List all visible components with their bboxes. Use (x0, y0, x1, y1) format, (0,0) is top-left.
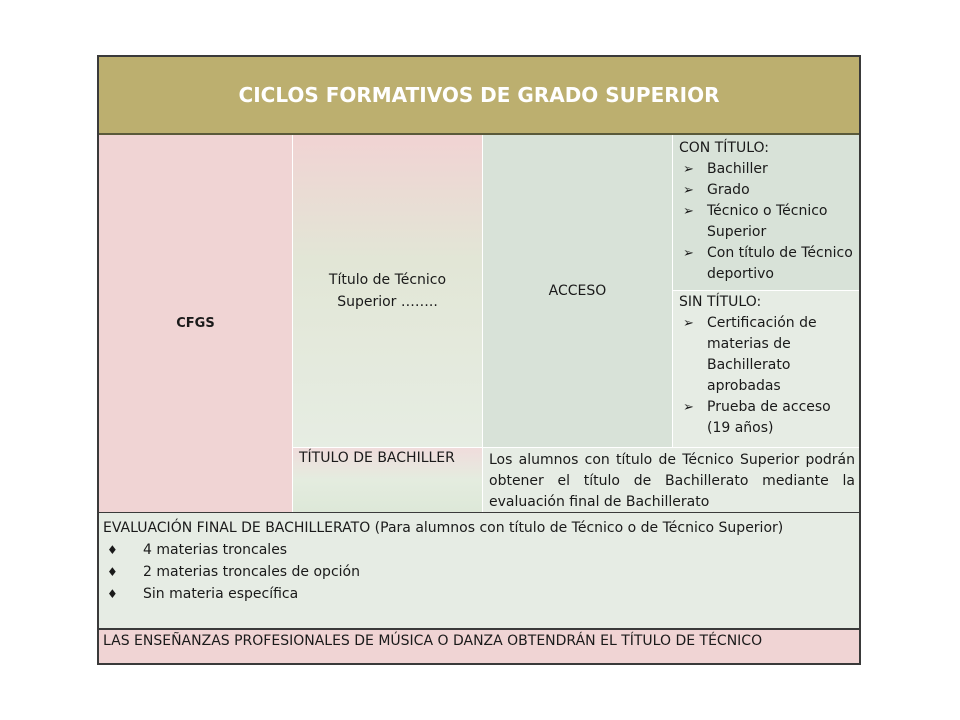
con-titulo-cell (672, 135, 859, 291)
arrow-bullet-icon: ➢ (683, 204, 694, 219)
arrow-bullet-icon: ➢ (683, 183, 694, 198)
list-item: ➢ Prueba de acceso (19 años) (683, 399, 831, 436)
list-item: ➢ Con título de Técnico deportivo (683, 245, 853, 282)
list-item: ➢ Grado (679, 180, 855, 201)
list-item: ♦ 2 materias troncales de opción (103, 561, 855, 583)
titulo-bachiller-cell: TÍTULO DE BACHILLER (292, 447, 482, 512)
diamond-bullet-icon: ♦ (107, 565, 118, 579)
alumnos-text-cell: Los alumnos con título de Técnico Superior podrán obtener el título de Bachillerato mediante la evaluación final de Bachillerato (482, 447, 859, 512)
evaluacion-cell (99, 512, 859, 628)
arrow-bullet-icon: ➢ (683, 246, 694, 261)
sin-titulo-cell (672, 291, 859, 447)
table (97, 55, 861, 665)
list-item: ➢ Bachiller (679, 159, 855, 180)
list-item: ♦ 4 materias troncales (103, 539, 855, 561)
diamond-bullet-icon: ♦ (107, 587, 118, 601)
sin-titulo-heading: SIN TÍTULO: (679, 294, 762, 310)
sin-titulo-list (679, 313, 855, 439)
arrow-bullet-icon: ➢ (683, 162, 694, 177)
con-titulo-list (679, 159, 855, 285)
table-header: CICLOS FORMATIVOS DE GRADO SUPERIOR (99, 57, 859, 135)
titulo-tecnico-cell (292, 135, 482, 447)
list-item: ➢ Técnico o Técnico Superior (683, 203, 828, 240)
acceso-cell: ACCESO (482, 135, 672, 447)
list-item: ➢ Certificación de materias de Bachillerato aprobadas (683, 315, 817, 394)
con-titulo-heading: CON TÍTULO: (679, 140, 769, 156)
evaluacion-heading: EVALUACIÓN FINAL DE BACHILLERATO (Para alumnos con título de Técnico o de Técnico Superior) (103, 520, 784, 536)
titulo-tecnico-text: Título de Técnico Superior …….. (328, 272, 447, 310)
ensenanzas-cell: LAS ENSEÑANZAS PROFESIONALES DE MÚSICA O DANZA OBTENDRÁN EL TÍTULO DE TÉCNICO (99, 628, 859, 663)
list-item: ♦ Sin materia específica (103, 583, 855, 605)
arrow-bullet-icon: ➢ (683, 316, 694, 331)
arrow-bullet-icon: ➢ (683, 400, 694, 415)
diamond-bullet-icon: ♦ (107, 543, 118, 557)
cfgs-cell: CFGS (99, 135, 292, 512)
evaluacion-list (103, 539, 855, 605)
